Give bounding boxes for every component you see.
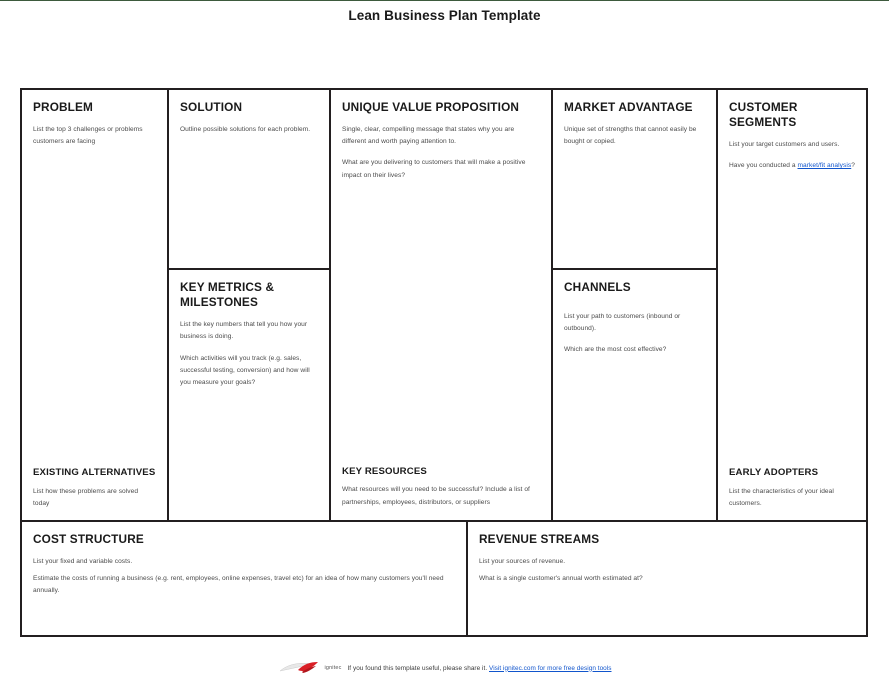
ignitec-wordmark: ignitec — [324, 665, 342, 671]
existing-alternatives-body: List how these problems are solved today — [33, 487, 139, 507]
cell-solution[interactable] — [169, 90, 331, 270]
key-resources-body: What resources will you need to be successful? Include a list of partnerships, employees, distributors, or suppliers — [342, 486, 530, 507]
market-advantage-heading: MARKET ADVANTAGE — [564, 100, 693, 114]
channels-body-2: Which are the most cost effective? — [564, 346, 667, 354]
customer-segments-body-2 — [729, 160, 855, 172]
key-metrics-body-1: List the key numbers that tell you how your business is doing. — [180, 321, 308, 341]
revenue-streams-heading: REVENUE STREAMS — [479, 532, 600, 546]
cost-structure-heading: COST STRUCTURE — [33, 532, 144, 546]
customer-segments-body-1: List your target customers and users. — [729, 141, 840, 149]
uvp-heading: UNIQUE VALUE PROPOSITION — [342, 100, 520, 114]
lean-canvas-grid — [20, 88, 868, 637]
cell-problem[interactable] — [22, 90, 169, 520]
cost-structure-body-2: Estimate the costs of running a business (e.g. rent, employees, online expenses, travel etc) for an idea of how many customers you'll need annually. — [33, 575, 444, 595]
cell-market-advantage[interactable] — [553, 90, 718, 270]
key-resources-heading: KEY RESOURCES — [342, 466, 427, 478]
solution-body: Outline possible solutions for each problem. — [180, 126, 311, 134]
ignitec-logo — [278, 660, 342, 676]
early-adopters-block[interactable] — [729, 467, 855, 510]
cell-unique-value-proposition[interactable] — [331, 90, 553, 520]
solution-heading: SOLUTION — [180, 100, 243, 114]
channels-body-1: List your path to customers (inbound or outbound). — [564, 313, 681, 333]
cell-key-metrics[interactable] — [169, 270, 331, 520]
early-adopters-body: List the characteristics of your ideal customers. — [729, 487, 834, 507]
ignitec-site-link[interactable]: Visit ignitec.com for more free design tools — [489, 664, 612, 672]
customer-segments-heading: CUSTOMER SEGMENTS — [729, 100, 798, 130]
market-advantage-body: Unique set of strengths that cannot easily be bought or copied. — [564, 126, 697, 146]
footer — [0, 660, 889, 676]
channels-heading: CHANNELS — [564, 280, 631, 294]
key-resources-block[interactable] — [342, 466, 540, 510]
early-adopters-heading: EARLY ADOPTERS — [729, 467, 819, 479]
cost-structure-body-1: List your fixed and variable costs. — [33, 558, 133, 566]
key-metrics-heading: KEY METRICS & MILESTONES — [180, 280, 275, 310]
revenue-streams-body-2: What is a single customer's annual worth estimated at? — [479, 575, 643, 583]
footer-share-text — [347, 665, 611, 672]
uvp-body-1: Single, clear, compelling message that states why you are different and worth paying attention to. — [342, 126, 515, 146]
cell-customer-segments[interactable] — [718, 90, 866, 520]
uvp-body-2: What are you delivering to customers that will make a positive impact on their lives? — [342, 159, 526, 179]
flame-swoosh-icon — [278, 660, 322, 676]
key-metrics-body-2: Which activities will you track (e.g. sales, successful testing, conversion) and how will you measure your goals? — [180, 354, 310, 386]
customer-segments-body-2-suffix: ? — [851, 162, 855, 170]
problem-heading: PROBLEM — [33, 100, 94, 114]
problem-body: List the top 3 challenges or problems customers are facing — [33, 126, 143, 146]
existing-alternatives-block[interactable] — [33, 467, 156, 510]
cell-revenue-streams[interactable] — [468, 520, 866, 635]
page-title: Lean Business Plan Template — [348, 8, 541, 23]
existing-alternatives-heading: EXISTING ALTERNATIVES — [33, 467, 156, 479]
market-fit-analysis-link[interactable]: market/fit analysis — [797, 162, 852, 170]
revenue-streams-body-1: List your sources of revenue. — [479, 558, 566, 566]
cell-cost-structure[interactable] — [22, 520, 468, 635]
page-top-rule — [0, 0, 889, 1]
footer-share-label: If you found this template useful, please share it. — [347, 664, 488, 672]
cell-channels[interactable] — [553, 270, 718, 520]
customer-segments-body-2-prefix: Have you conducted a — [729, 162, 798, 170]
